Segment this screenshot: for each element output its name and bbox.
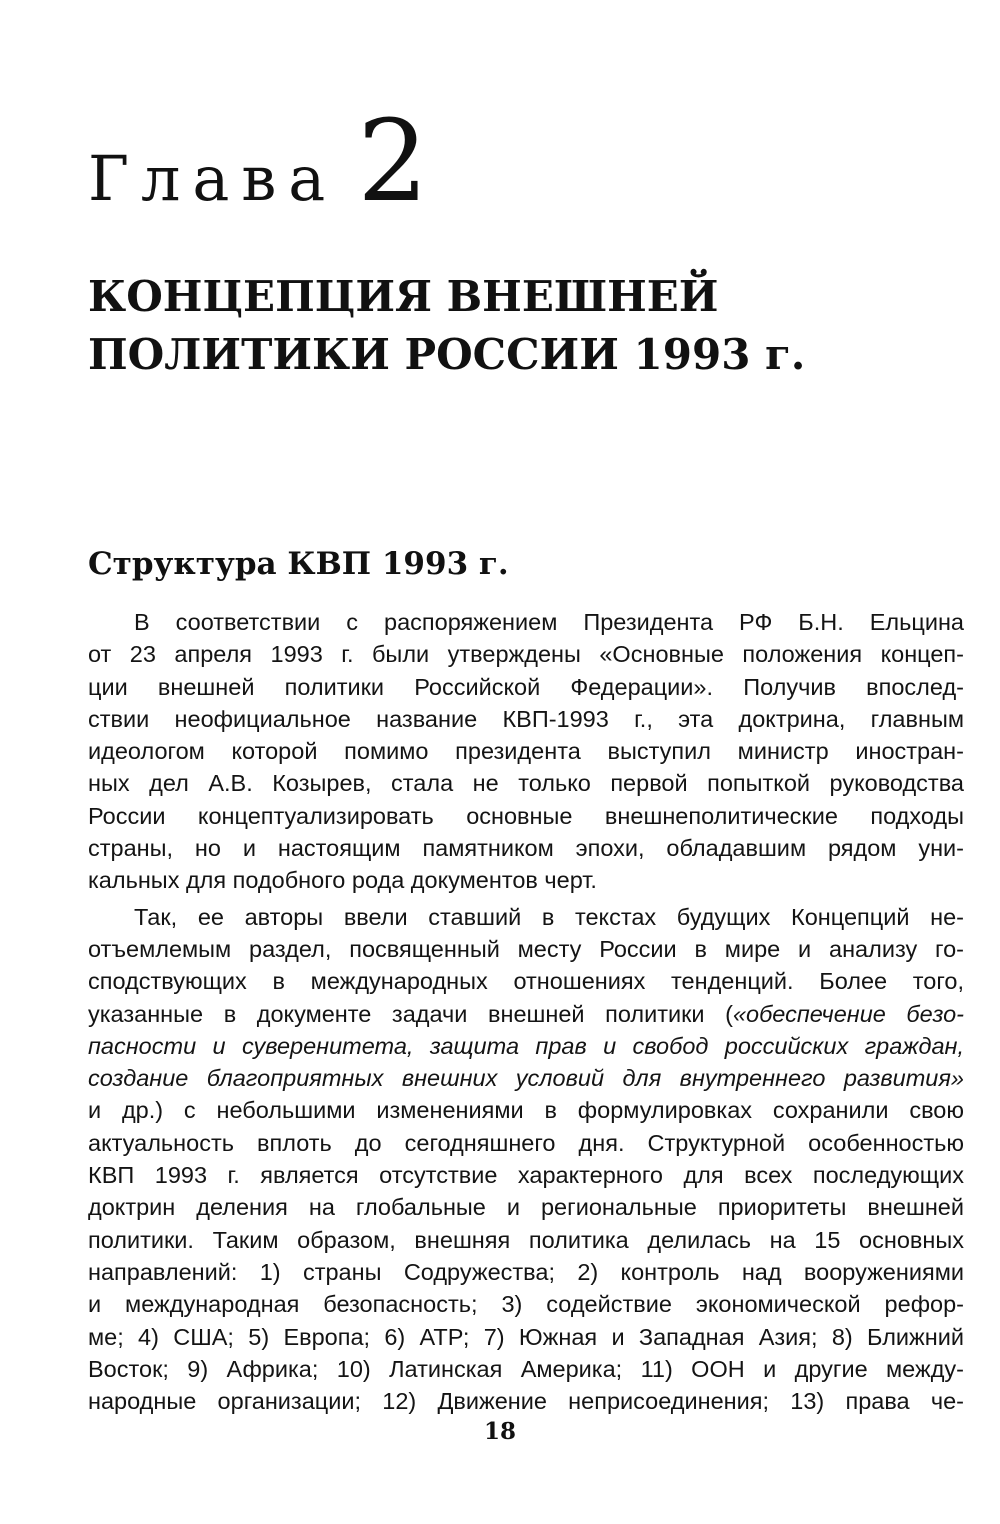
text-line: Восток; 9) Африка; 10) Латинская Америка; 11) ООН и другие между- [88,1355,964,1382]
text-line: страны, но и настоящим памятником эпохи, обладавшим рядом уни- [88,835,964,862]
text-line: направлений: 1) страны Содружества; 2) контроль над вооружениями [88,1258,964,1285]
text-line: ствии неофициальное название КВП-1993 г., эта доктрина, главным [88,705,964,732]
italic-quote-line: пасности и суверенитета, защита прав и свобод российских граждан, [88,1032,964,1059]
chapter-number: 2 [357,97,429,227]
text-line: ных дел А.В. Козырев, стала не только первой попыткой руководства [88,770,964,797]
text-segment: указанные в документе задачи внешней политики ( [88,1000,733,1027]
text-line: России концептуализировать основные внешнеполитические подходы [88,802,964,829]
text-line: В соответствии с распоряжением Президента РФ Б.Н. Ельцина [134,609,964,635]
text-line: политики. Таким образом, внешняя политика делилась на 15 основных [88,1226,964,1253]
chapter-heading [88,97,429,227]
text-line: и др.) с небольшими изменениями в формулировках сохранили свою [88,1097,964,1124]
page-number: 18 [483,1418,516,1445]
text-line: кальных для подобного рода документов черт. [88,867,597,894]
text-line: КВП 1993 г. является отсутствие характерного для всех последующих [88,1162,964,1189]
text-line: доктрин деления на глобальные и региональные приоритеты внешней [88,1194,964,1221]
text-line: народные организации; 12) Движение неприсоединения; 13) права че- [88,1388,964,1415]
chapter-word: Глава [88,142,338,215]
text-line: ции внешней политики Российской Федерации». Получив впослед- [88,673,964,700]
text-line: и международная безопасность; 3) содействие экономической рефор- [88,1291,964,1318]
text-line: Так, ее авторы ввели ставший в текстах будущих Концепций не- [134,903,964,930]
text-line: ме; 4) США; 5) Европа; 6) АТР; 7) Южная и Западная Азия; 8) Ближний [88,1323,964,1350]
text-line: актуальность вплоть до сегодняшнего дня. Структурной особенностью [88,1129,964,1156]
italic-quote-line: создание благоприятных внешних условий для внутреннего развития» [88,1065,964,1092]
italic-quote: «обеспечение безо- [732,1000,964,1027]
chapter-title [88,268,968,384]
text-line: от 23 апреля 1993 г. были утверждены «Основные положения концеп- [88,641,964,668]
text-line: идеологом которой помимо президента выступил министр иностран- [88,738,964,765]
chapter-title-line: КОНЦЕПЦИЯ ВНЕШНЕЙ [88,272,719,321]
text-line: сподствующих в международных отношениях тенденций. Более того, [88,968,964,995]
chapter-title-line: ПОЛИТИКИ РОССИИ 1993 г. [88,330,806,379]
text-line: отъемлемым раздел, посвященный месту России в мире и анализу го- [88,935,964,962]
section-title: Структура КВП 1993 г. [88,546,509,582]
body-text [88,606,964,1417]
text-line [88,998,964,1030]
